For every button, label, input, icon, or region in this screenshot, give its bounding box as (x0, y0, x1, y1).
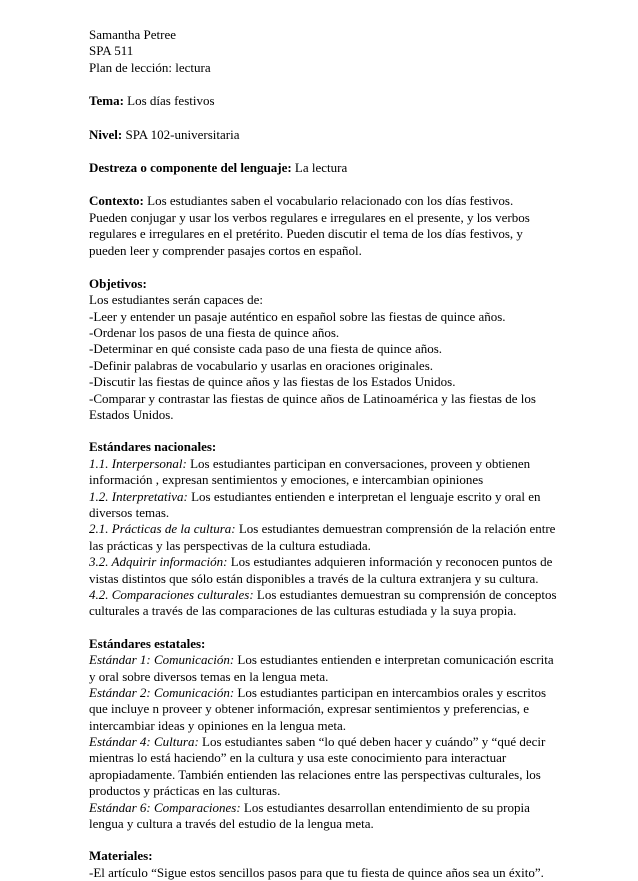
contexto-label: Contexto: (89, 193, 144, 209)
standard-text: las prácticas y las perspectivas de la cultura estudiada. (89, 537, 371, 553)
standard-line (89, 783, 568, 799)
destreza-label: Destreza o componente del lenguaje: (89, 159, 292, 175)
standard-line (89, 571, 568, 587)
objetivo-line: -Definir palabras de vocabulario y usarlas en oraciones originales. (89, 357, 434, 373)
standard-text: Los estudiantes participan en conversaciones, proveen y obtienen (186, 455, 531, 471)
objetivos-section (89, 276, 568, 424)
standard-text: apropiadamente. También entienden las relaciones entre las perspectivas culturales, los (89, 766, 541, 782)
nacionales-heading (89, 439, 568, 455)
standard-text: Los estudiantes participan en intercambios orales y escritos (234, 684, 547, 700)
standard-line (89, 767, 568, 783)
objetivo-line: -Comparar y contrastar las fiestas de quince años de Latinoamérica y las fiestas de los (89, 390, 536, 406)
materiales-heading (89, 848, 568, 864)
standard-line (89, 701, 568, 717)
standard-label: Estándar 6: Comparaciones: (89, 799, 241, 815)
tema-value: Los días festivos (123, 93, 215, 109)
objetivo-line: -Discutir las fiestas de quince años y las fiestas de los Estados Unidos. (89, 374, 456, 390)
standard-text: Los estudiantes adquieren información y reconocen puntos de (227, 554, 553, 570)
materiales-section (89, 848, 568, 881)
standard-text: Los estudiantes entienden e interpretan el lenguaje escrito y oral en (187, 488, 541, 504)
standard-text: Los estudiantes saben “lo qué deben hacer y cuándo” y “qué decir (198, 734, 546, 750)
estatales-heading (89, 636, 568, 652)
materiales-label: Materiales: (89, 848, 153, 864)
standard-text: Los estudiantes demuestran su comprensión de conceptos (253, 586, 557, 602)
standard-label: Estándar 2: Comunicación: (89, 684, 235, 700)
course-code: SPA 511 (89, 43, 134, 59)
standard-label: 1.1. Interpersonal: (89, 455, 187, 471)
standard-label: 3.2. Adquirir información: (89, 554, 228, 570)
objetivo-line: Los estudiantes serán capaces de: (89, 292, 263, 308)
tema-label: Tema: (89, 93, 124, 109)
standard-text: Los estudiantes desarrollan entendimiento de su propia (240, 799, 530, 815)
contexto-text: Los estudiantes saben el vocabulario relacionado con los días festivos. (143, 193, 514, 209)
standard-line (89, 472, 568, 488)
objetivo-line: -Ordenar los pasos de una fiesta de quince años. (89, 325, 340, 341)
estatales-section (89, 636, 568, 833)
standard-line (89, 538, 568, 554)
standard-label: 2.1. Prácticas de la cultura: (89, 521, 236, 537)
nacionales-label: Estándares nacionales: (89, 439, 217, 455)
standard-line (89, 489, 568, 505)
standard-line (89, 718, 568, 734)
author-name: Samantha Petree (89, 27, 176, 42)
contexto-section (89, 193, 568, 259)
standard-text: productos y prácticas en las culturas. (89, 783, 281, 799)
nivel-line (89, 127, 568, 143)
objetivo-line: -Leer y entender un pasaje auténtico en español sobre las fiestas de quince años. (89, 308, 506, 324)
standard-line (89, 554, 568, 570)
standard-text: información , expresan sentimientos y emociones, e intercambian opiniones (89, 472, 484, 488)
standard-line (89, 587, 568, 603)
standard-label: Estándar 4: Cultura: (89, 734, 199, 750)
standard-text: vistas distintos que sólo están disponibles a través de la cultura extranjera y su cultura. (89, 570, 539, 586)
standard-text: mientras lo está haciendo” en la cultura y usa este conocimiento para interactuar (89, 750, 507, 766)
standard-line (89, 603, 568, 619)
standard-line (89, 734, 568, 750)
standard-text: intercambiar ideas y opiniones en la lengua meta. (89, 717, 347, 733)
contexto-line (89, 193, 568, 209)
estatales-label: Estándares estatales: (89, 635, 206, 651)
standard-text: Los estudiantes demuestran comprensión de la relación entre (235, 521, 556, 537)
standard-line (89, 521, 568, 537)
destreza-value: La lectura (291, 159, 348, 175)
standard-line (89, 669, 568, 685)
objetivos-heading (89, 276, 568, 292)
nivel-label: Nivel: (89, 126, 123, 142)
standard-line (89, 652, 568, 668)
standard-line (89, 816, 568, 832)
plan-title: Plan de lección: lectura (89, 59, 211, 75)
standard-line (89, 685, 568, 701)
standard-text: culturales a través de las comparaciones de las culturas estudiada y la suya propia. (89, 603, 517, 619)
tema-line (89, 93, 568, 109)
material-line: -El artículo “Sigue estos sencillos pasos para que tu fiesta de quince años sea un éxito”. (89, 864, 544, 880)
contexto-line: regulares e irregulares en el pretérito. Pueden discutir el tema de los días festivos, y (89, 226, 523, 242)
standard-line (89, 505, 568, 521)
standard-text: diversos temas. (89, 504, 170, 520)
standard-label: 4.2. Comparaciones culturales: (89, 586, 254, 602)
standard-text: lengua y cultura a través del estudio de la lengua meta. (89, 816, 374, 832)
standard-text: y oral sobre diversos temas en la lengua meta. (89, 668, 329, 684)
standard-text: Los estudiantes entienden e interpretan comunicación escrita (234, 652, 554, 668)
standard-line (89, 800, 568, 816)
nacionales-section (89, 439, 568, 619)
contexto-line: Pueden conjugar y usar los verbos regulares e irregulares en el presente, y los verbos (89, 209, 530, 225)
standard-label: 1.2. Interpretativa: (89, 488, 188, 504)
nivel-value: SPA 102-universitaria (122, 126, 240, 142)
objetivos-label: Objetivos: (89, 275, 147, 291)
contexto-line: pueden leer y comprender pasajes cortos en español. (89, 242, 362, 258)
standard-line (89, 456, 568, 472)
standard-text: que incluye n proveer y obtener información, expresar sentimientos y preferencias, e (89, 701, 530, 717)
standard-label: Estándar 1: Comunicación: (89, 652, 235, 668)
objetivo-line: Estados Unidos. (89, 407, 174, 423)
standard-line (89, 750, 568, 766)
destreza-line (89, 160, 568, 176)
objetivo-line: -Determinar en qué consiste cada paso de una fiesta de quince años. (89, 341, 443, 357)
